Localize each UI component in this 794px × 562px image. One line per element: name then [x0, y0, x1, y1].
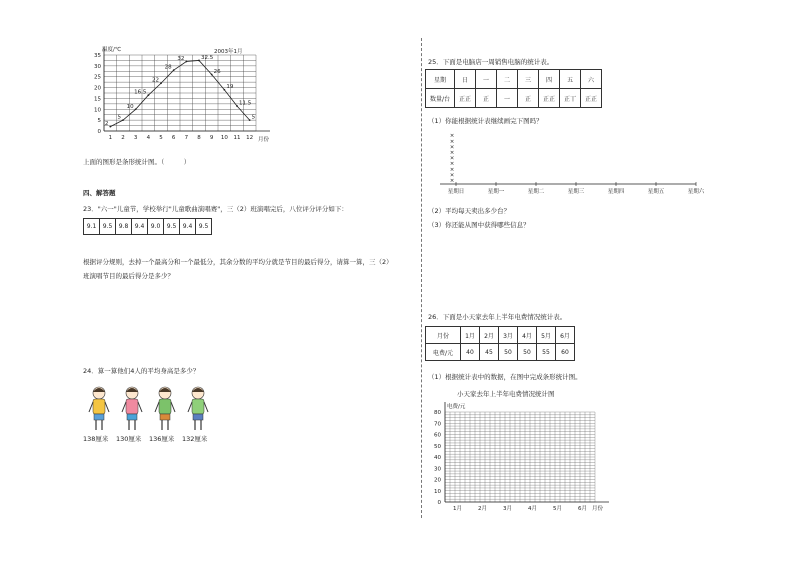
y-tick-label: 0 [97, 129, 101, 135]
q23-text-line2: 根据评分规则，去掉一个最高分和一个最低分，其余分数的平均分就是节目的最后得分，请算一算，三（2） [83, 258, 393, 266]
elec-chart-title: 小天家去年上半年电费情况统计图 [457, 390, 555, 398]
x-tick-label: 9 [209, 135, 214, 141]
q25-tally-cell: 正 [476, 89, 497, 108]
score-cell: 9.0 [148, 219, 164, 235]
y-tick-labels [94, 53, 102, 135]
y-tick-label: 10 [434, 488, 441, 495]
tally-day-label: 星期二 [527, 189, 545, 195]
x-tick-label: 7 [184, 135, 189, 141]
data-point [109, 126, 111, 128]
data-label: 11.5 [239, 100, 252, 107]
y-tick-label: 40 [434, 455, 441, 461]
q25-text: 25．下面是电脑店一周销售电脑的统计表。 [428, 58, 554, 66]
y-tick-label: 30 [434, 466, 441, 473]
x-tick-label: 1 [108, 135, 113, 141]
kid-figure [149, 384, 181, 443]
x-tick-label: 5月 [553, 506, 562, 512]
tally-x-mark: × [449, 178, 455, 184]
q23-score-table [83, 218, 212, 235]
q25-sales-table [425, 69, 602, 108]
q25-header-cell: 六 [581, 70, 602, 89]
kid-pants [160, 414, 170, 420]
data-label: 22 [152, 77, 159, 84]
kid-figure [182, 384, 214, 443]
q25-sub1: （1）你能根据统计表继续画完下图吗？ [428, 117, 543, 125]
x-tick-label: 2 [121, 135, 125, 141]
q26-header-cell: 3月 [499, 327, 518, 344]
chart-grid [445, 412, 595, 502]
x-axis-label: 月份 [258, 137, 270, 143]
tally-x-mark: × [449, 166, 455, 173]
kid-arm [171, 402, 175, 412]
x-tick-label: 6 [171, 135, 176, 141]
data-point [249, 119, 251, 121]
q26-value-cell: 50 [518, 344, 537, 361]
x-tick-label: 3月 [503, 506, 512, 512]
electricity-bar-chart [425, 398, 615, 516]
tally-x-mark: × [449, 161, 455, 168]
score-cell: 9.1 [84, 219, 100, 235]
x-tick-label: 1月 [453, 506, 462, 512]
q25-tally-cell: 正正 [539, 89, 560, 108]
kid-figure [116, 384, 148, 443]
data-point [135, 108, 137, 110]
y-tick-label: 60 [434, 432, 441, 439]
score-cell: 9.5 [164, 219, 180, 235]
data-point [160, 82, 162, 84]
x-tick-label: 2月 [478, 506, 487, 512]
q26-text: 26．下面是小天家去年上半年电费情况统计表。 [428, 313, 567, 321]
kid-pants [193, 414, 203, 420]
x-tick-label: 11 [233, 135, 241, 141]
data-point [147, 94, 149, 96]
x-tick-label: 5 [159, 135, 163, 141]
q25-tally-cell: 一 [497, 89, 518, 108]
q26-header-cell: 1月 [461, 327, 480, 344]
q25-header-cell: 星期 [426, 70, 455, 89]
y-tick-labels [434, 410, 442, 506]
q26-value-cell: 55 [537, 344, 556, 361]
tally-day-label: 星期六 [687, 189, 705, 195]
q26-sub1: （1）根据统计表中的数据，在图中完成条形统计图。 [428, 373, 582, 381]
kid-arm [122, 402, 126, 412]
tally-x-mark: × [449, 144, 455, 151]
kid-shirt [126, 399, 138, 414]
data-point [198, 60, 200, 62]
kid-illustration [149, 384, 181, 432]
data-label: 16.5 [134, 89, 147, 96]
kid-arm [89, 402, 93, 412]
kid-arm [105, 402, 109, 412]
score-cell: 9.8 [116, 219, 132, 235]
data-point [122, 119, 124, 121]
y-tick-label: 25 [94, 74, 101, 81]
q25-header-cell: 四 [539, 70, 560, 89]
tally-x-mark: × [449, 155, 455, 162]
kid-shirt [159, 399, 171, 414]
tally-day-label: 星期日 [447, 189, 465, 195]
chart-axes [445, 402, 609, 502]
data-label: 19 [226, 84, 234, 91]
kid-illustration [83, 384, 115, 432]
kid-arm [188, 402, 192, 412]
score-cell: 9.4 [180, 219, 196, 235]
data-label: 5 [117, 114, 121, 121]
y-tick-label: 30 [94, 63, 101, 70]
q25-sub3: （3）你还能从图中获得哪些信息？ [428, 221, 530, 229]
q25-header-cell: 一 [476, 70, 497, 89]
kid-height-label: 138厘米 [83, 435, 109, 443]
kid-shirt [192, 399, 204, 414]
y-axis-label: 温度/℃ [102, 47, 122, 53]
y-axis-label: 电费/元 [447, 404, 466, 410]
y-tick-label: 20 [94, 85, 101, 92]
chart-grid [104, 55, 256, 131]
q25-tally-chart [428, 128, 708, 200]
y-tick-label: 0 [437, 500, 441, 506]
y-tick-label: 80 [434, 410, 441, 416]
x-tick-label: 12 [246, 135, 254, 141]
data-label: 2 [104, 121, 109, 128]
score-cell: 9.5 [196, 219, 212, 235]
q24-text: 24．算一算他们4人的平均身高是多少？ [83, 367, 200, 375]
tally-day-label: 星期一 [487, 189, 505, 195]
q26-header-cell: 月份 [426, 327, 461, 344]
q25-tally-cell: 正正 [581, 89, 602, 108]
q25-header-cell: 日 [455, 70, 476, 89]
tally-x-mark: × [449, 133, 455, 140]
x-tick-labels [453, 504, 587, 512]
kid-height-label: 132厘米 [182, 435, 208, 443]
kid-arm [155, 402, 159, 412]
x-tick-label: 8 [197, 135, 201, 141]
data-label: 5 [251, 114, 256, 121]
kid-illustration [182, 384, 214, 432]
kid-arm [204, 402, 208, 412]
section-four-heading: 四、解答题 [83, 189, 116, 197]
y-tick-label: 35 [94, 53, 101, 59]
q26-header-cell: 6月 [556, 327, 575, 344]
q26-value-cell: 50 [499, 344, 518, 361]
q26-header-cell: 4月 [518, 327, 537, 344]
q25-sub2: （2）平均每天卖出多少台？ [428, 207, 511, 215]
kid-pants [94, 414, 104, 420]
q25-header-cell: 五 [560, 70, 581, 89]
tally-x-mark: × [449, 172, 455, 179]
q23-text-line3: 班演唱节目的最后得分是多少？ [83, 272, 174, 280]
q26-value-cell: 45 [480, 344, 499, 361]
chart-title: 2003年1月 [214, 49, 243, 55]
y-tick-label: 70 [434, 421, 441, 428]
kid-illustration [116, 384, 148, 432]
y-tick-label: 10 [94, 107, 101, 114]
q25-header-cell: 三 [518, 70, 539, 89]
tally-day-label: 星期五 [647, 189, 665, 195]
x-tick-label: 10 [220, 135, 228, 141]
q26-header-cell: 5月 [537, 327, 556, 344]
tally-x-marks [450, 133, 455, 184]
tally-x-mark: × [449, 138, 455, 145]
y-tick-label: 50 [434, 443, 441, 450]
tally-day-label: 星期三 [567, 189, 585, 195]
q26-header-cell: 2月 [480, 327, 499, 344]
x-tick-label: 6月 [578, 506, 587, 512]
score-cell: 9.4 [132, 219, 148, 235]
data-point [236, 105, 238, 107]
q25-tally-cell: 正丅 [560, 89, 581, 108]
data-point [223, 89, 225, 91]
q25-header-cell: 二 [497, 70, 518, 89]
x-tick-label: 3 [133, 135, 138, 141]
q25-tally-cell: 正 [518, 89, 539, 108]
temperature-line-chart [90, 45, 280, 150]
data-label: 10 [126, 103, 134, 110]
data-point [185, 61, 187, 63]
data-label: 32 [177, 56, 185, 63]
x-tick-label: 4月 [528, 506, 537, 512]
data-point [173, 69, 175, 71]
x-tick-labels [109, 135, 254, 141]
y-tick-label: 5 [97, 118, 101, 125]
q26-value-cell: 40 [461, 344, 480, 361]
q23-text-line1: 23．"六一"儿童节，学校举行"儿童歌曲演唱赛"，三（2）班演唱完后，八位评分评分如下： [83, 205, 348, 213]
q26-row-label: 电费/元 [426, 344, 461, 361]
score-cell: 9.5 [100, 219, 116, 235]
q25-row-label: 数量/台 [426, 89, 455, 108]
x-axis-label: 月份 [592, 506, 604, 512]
tally-day-label: 星期四 [607, 189, 625, 195]
data-label: 32.5 [201, 54, 214, 61]
page-divider [421, 38, 422, 518]
kid-height-label: 136厘米 [149, 435, 175, 443]
kid-height-label: 130厘米 [116, 435, 142, 443]
kid-pants [127, 414, 137, 420]
y-tick-label: 15 [94, 96, 101, 103]
q26-bill-table [425, 326, 575, 361]
kids-figures [83, 384, 243, 446]
data-label: 28 [164, 64, 172, 71]
data-point [211, 74, 213, 76]
q-line-chart-statement: 上面的图形是条形统计图。（ ） [83, 158, 191, 166]
chart-axes [104, 47, 270, 131]
y-tick-label: 20 [434, 477, 441, 484]
kid-shirt [93, 399, 105, 414]
x-tick-label: 4 [146, 135, 151, 141]
q25-tally-cell: 正正 [455, 89, 476, 108]
data-label: 26 [213, 69, 221, 76]
tally-x-mark: × [449, 150, 455, 156]
q26-value-cell: 60 [556, 344, 575, 361]
kid-figure [83, 384, 115, 443]
kid-arm [138, 402, 142, 412]
